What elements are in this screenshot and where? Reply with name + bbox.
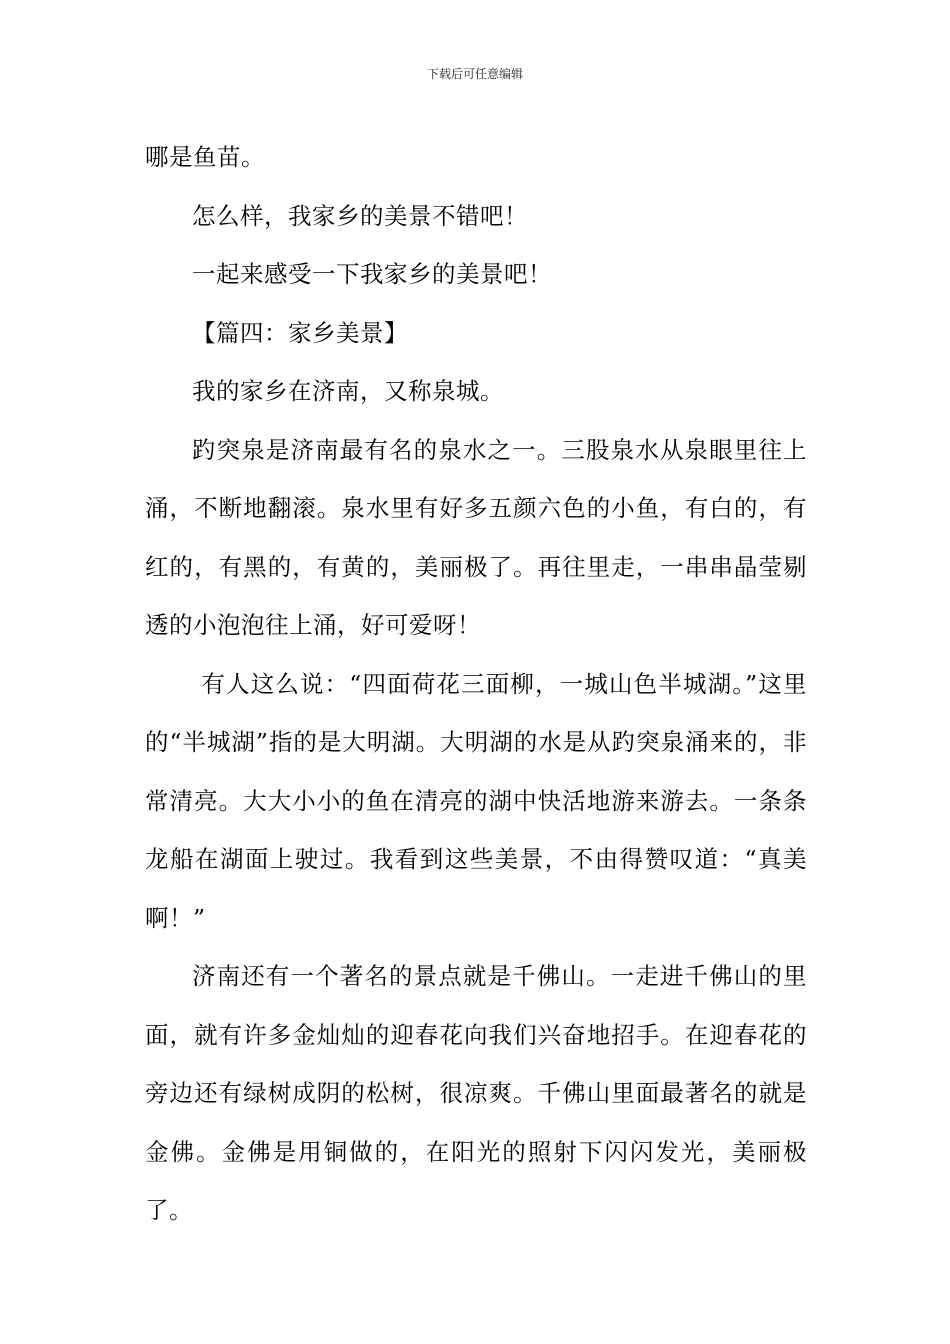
paragraph: 趵突泉是济南最有名的泉水之一。三股泉水从泉眼里往上涌，不断地翻滚。泉水里有好多五颜六色的小鱼，有白的，有红的，有黑的，有黄的，美丽极了。再往里走，一串串晶莹剔透的小泡泡往上涌，好可爱呀！ <box>145 435 807 639</box>
page-header: 下载后可任意编辑 <box>426 67 523 81</box>
paragraph: 怎么样，我家乡的美景不错吧！ <box>192 201 528 230</box>
paragraph: 济南还有一个著名的景点就是千佛山。一走进千佛山的里面，就有许多金灿灿的迎春花向我们兴奋地招手。在迎春花的旁边还有绿树成阴的松树，很凉爽。千佛山里面最著名的就是金佛。金佛是用铜做的，在阳光的照射下闪闪发光，美丽极了。 <box>145 962 807 1224</box>
paragraph: 一起来感受一下我家乡的美景吧！ <box>192 260 552 288</box>
section-heading: 【篇四：家乡美景】 <box>192 318 408 347</box>
paragraph: 有人这么说：“四面荷花三面柳，一城山色半城湖。”这里的“半城湖”指的是大明湖。大明湖的水是从趵突泉涌来的，非常清亮。大大小小的鱼在清亮的湖中快活地游来游去。一条条龙船在湖面上驶过。我看到这些美景，不由得赞叹道：“真美啊！” <box>145 669 807 932</box>
paragraph: 我的家乡在济南，又称泉城。 <box>192 377 504 405</box>
document-body <box>145 128 807 1240</box>
paragraph-continuation: 哪是鱼苗。 <box>145 143 265 171</box>
